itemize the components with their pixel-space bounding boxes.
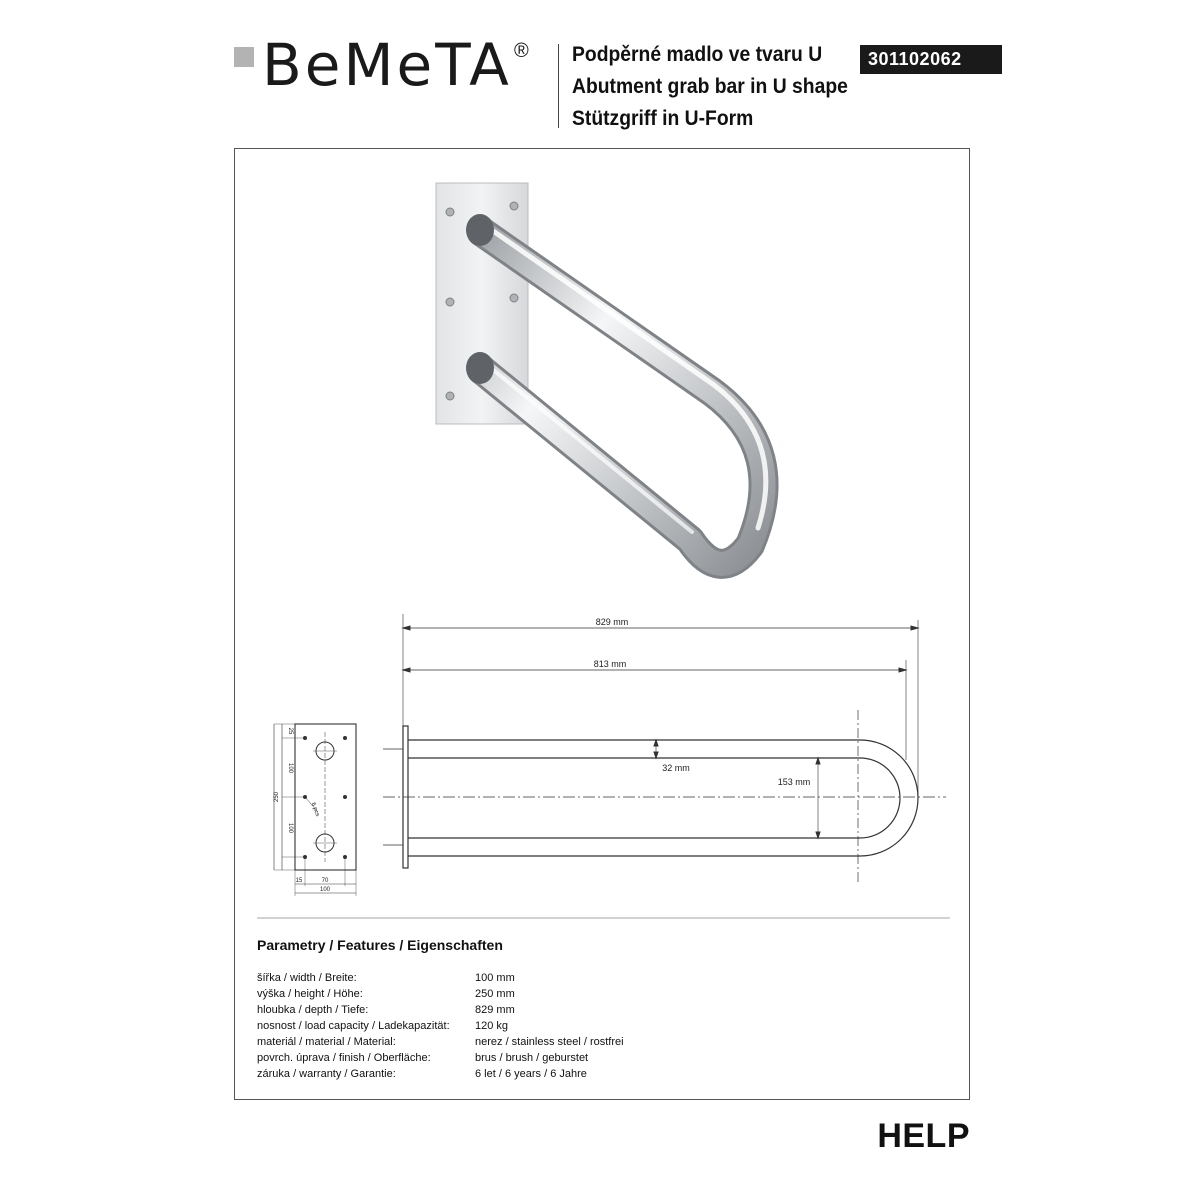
dim-total-depth-label: 829 mm bbox=[595, 617, 629, 627]
screw-3 bbox=[446, 298, 454, 306]
plate-height-label: 250 bbox=[274, 791, 280, 803]
feature-row bbox=[257, 1052, 677, 1068]
features-title: Parametry / Features / Eigenschaften bbox=[257, 937, 503, 953]
product-code-badge: 301102062 bbox=[860, 45, 1002, 74]
feature-row bbox=[257, 1004, 677, 1020]
side-view-drawing bbox=[383, 614, 946, 884]
registered-mark: ® bbox=[514, 40, 529, 62]
feature-value: nerez / stainless steel / rostfrei bbox=[475, 1036, 624, 1048]
feature-label: materiál / material / Material: bbox=[257, 1036, 396, 1048]
feature-value: 6 let / 6 years / 6 Jahre bbox=[475, 1068, 587, 1080]
brand-logo: BeMeTA bbox=[262, 31, 512, 99]
plate-upper-spacing-label: 100 bbox=[287, 762, 293, 774]
feature-label: šířka / width / Breite: bbox=[257, 972, 357, 984]
feature-label: povrch. úprava / finish / Oberfläche: bbox=[257, 1052, 431, 1064]
feature-value: 250 mm bbox=[475, 988, 515, 1000]
title-czech: Podpěrné madlo ve tvaru U bbox=[572, 43, 823, 66]
dim-bar-spacing-label: 153 mm bbox=[777, 777, 811, 787]
feature-label: nosnost / load capacity / Ladekapazität: bbox=[257, 1020, 450, 1032]
feature-row bbox=[257, 1020, 677, 1036]
screw-1 bbox=[446, 208, 454, 216]
lower-tube-flange bbox=[466, 352, 494, 384]
feature-value: brus / brush / geburstet bbox=[475, 1052, 589, 1064]
title-english: Abutment grab bar in U shape bbox=[572, 75, 848, 98]
title-german: Stützgriff in U-Form bbox=[572, 107, 754, 130]
feature-label: výška / height / Höhe: bbox=[257, 988, 363, 1000]
plate-hole-spacing-label: 70 bbox=[321, 878, 329, 884]
feature-row bbox=[257, 1068, 677, 1084]
feature-value: 120 kg bbox=[475, 1020, 509, 1032]
feature-label: záruka / warranty / Garantie: bbox=[257, 1068, 396, 1080]
plate-lower-spacing-label: 100 bbox=[287, 822, 293, 834]
plate-edge-offset-label: 15 bbox=[295, 878, 303, 884]
feature-value: 100 mm bbox=[475, 972, 515, 984]
feature-row bbox=[257, 972, 677, 988]
plate-top-offset-label: 25 bbox=[287, 727, 293, 735]
dim-inner-depth-label: 813 mm bbox=[593, 659, 627, 669]
plate-width-label: 100 bbox=[319, 887, 331, 893]
grab-bar-illustration bbox=[436, 183, 766, 564]
feature-value: 829 mm bbox=[475, 1004, 515, 1016]
feature-row bbox=[257, 988, 677, 1004]
plate-screw-note-label: 6 pcs bbox=[309, 801, 321, 818]
upper-tube-flange bbox=[466, 214, 494, 246]
screw-4 bbox=[510, 294, 518, 302]
screw-5 bbox=[446, 392, 454, 400]
screw-2 bbox=[510, 202, 518, 210]
dim-tube-diameter-label: 32 mm bbox=[662, 763, 690, 773]
feature-label: hloubka / depth / Tiefe: bbox=[257, 1004, 369, 1016]
feature-row bbox=[257, 1036, 677, 1052]
product-series-name: HELP bbox=[877, 1117, 970, 1155]
